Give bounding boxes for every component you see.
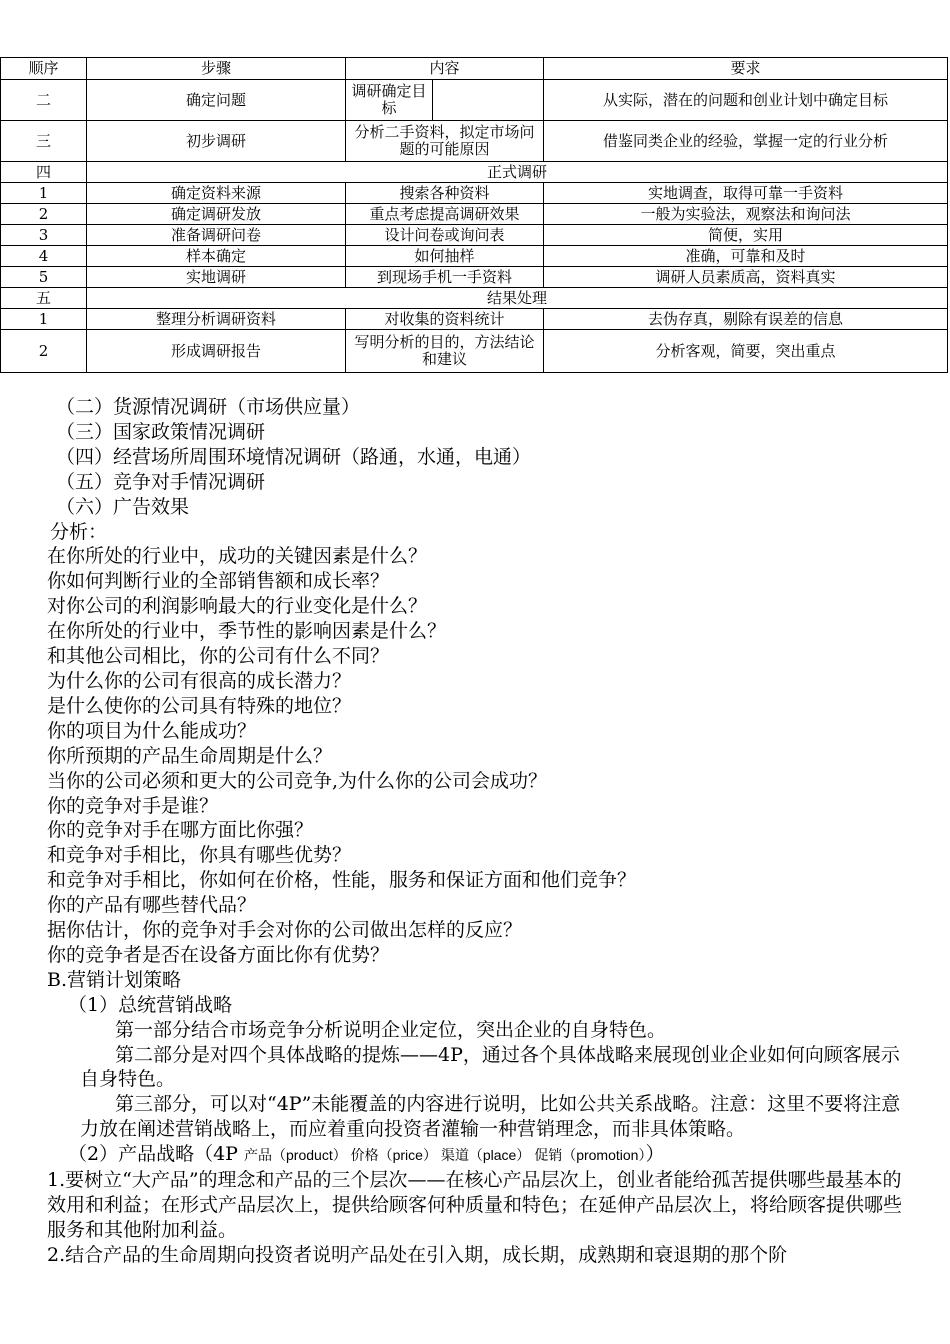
cell-content: 调研确定目标	[346, 80, 433, 120]
cell-content: 分析二手资料，拟定市场问题的可能原因	[346, 121, 544, 162]
paragraph-text: 第二部分是对四个具体战略的提炼——4P，通过各个具体战略来展现创业企业如何向顾客展示自身特色。	[80, 1043, 900, 1091]
body-text	[0, 395, 950, 1268]
cell-step: 确定调研发放	[87, 204, 346, 225]
question-item: 在你所处的行业中，成功的关键因素是什么？	[47, 545, 428, 568]
cell-seq: 二	[1, 80, 87, 121]
cell-step: 形成调研报告	[87, 330, 346, 373]
table-row	[1, 183, 948, 204]
list-item: （五）竞争对手情况调研	[56, 470, 266, 493]
paragraph	[0, 1092, 950, 1142]
table-section-row	[1, 162, 948, 183]
cell-seq: 三	[1, 121, 87, 162]
table-row	[1, 309, 948, 330]
cell-requirement: 实地调查，取得可靠一手资料	[544, 183, 948, 204]
subsection-title-detail: 产品（product） 价格（price） 渠道（place） 促销（promotion）	[244, 1147, 646, 1164]
cell-seq: 3	[1, 225, 87, 246]
header-step: 步骤	[87, 58, 346, 80]
cell-step: 准备调研问卷	[87, 225, 346, 246]
section-title: 正式调研	[87, 162, 948, 183]
cell-content: 如何抽样	[346, 246, 544, 267]
table-row	[1, 225, 948, 246]
list-item: （六）广告效果	[56, 495, 190, 518]
cell-seq: 1	[1, 183, 87, 204]
cell-requirement: 准确，可靠和及时	[544, 246, 948, 267]
list-item: （三）国家政策情况调研	[56, 420, 266, 443]
question-item: 你的产品有哪些替代品？	[47, 894, 257, 917]
cell-content: 写明分析的目的，方法结论和建议	[346, 330, 544, 373]
question-item: 当你的公司必须和更大的公司竞争,为什么你的公司会成功？	[47, 769, 548, 792]
cell-requirement: 借鉴同类企业的经验，掌握一定的行业分析	[544, 121, 948, 162]
cell-requirement: 去伪存真，剔除有误差的信息	[544, 309, 948, 330]
table-row	[1, 246, 948, 267]
question-item: 和其他公司相比，你的公司有什么不同？	[47, 645, 390, 668]
question-item: 你的竞争对手在哪方面比你强？	[47, 819, 314, 842]
cell-requirement: 从实际，潜在的问题和创业计划中确定目标	[544, 80, 948, 121]
cell-seq: 四	[1, 162, 87, 183]
list-item: （二）货源情况调研（市场供应量）	[56, 396, 361, 418]
cell-seq: 5	[1, 267, 87, 288]
cell-content-split	[346, 80, 544, 121]
subsection-heading	[0, 1142, 950, 1168]
paragraph-text: 第三部分，可以对“4P”未能覆盖的内容进行说明，比如公共关系战略。注意：这里不要将注意力放在阐述营销战略上，而应着重向投资者灌输一种营销理念，而非具体策略。	[80, 1093, 901, 1141]
cell-seq: 2	[1, 330, 87, 373]
header-content: 内容	[346, 58, 544, 80]
cell-requirement: 分析客观，简要，突出重点	[544, 330, 948, 373]
cell-step: 实地调研	[87, 267, 346, 288]
table-section-row	[1, 288, 948, 309]
question-item: 据你估计，你的竞争对手会对你的公司做出怎样的反应？	[47, 919, 523, 942]
header-seq: 顺序	[1, 58, 87, 80]
cell-step: 整理分析调研资料	[87, 309, 346, 330]
table-header-row	[1, 58, 948, 80]
question-item: 在你所处的行业中，季节性的影响因素是什么？	[47, 620, 447, 643]
question-item: 是什么使你的公司具有特殊的地位？	[47, 694, 352, 717]
cell-step: 初步调研	[87, 121, 346, 162]
table-row	[1, 204, 948, 225]
cell-step: 确定问题	[87, 80, 346, 121]
cell-step: 样本确定	[87, 246, 346, 267]
section-title: 结果处理	[87, 288, 948, 309]
subsection-heading: （1）总统营销战略	[68, 993, 233, 1016]
question-item: 和竞争对手相比，你如何在价格，性能，服务和保证方面和他们竞争？	[47, 869, 637, 892]
paragraph-text: 第一部分结合市场竞争分析说明企业定位，突出企业的自身特色。	[115, 1018, 667, 1041]
cell-seq: 2	[1, 204, 87, 225]
cell-seq: 1	[1, 309, 87, 330]
question-item: 你如何判断行业的全部销售额和成长率？	[47, 570, 390, 593]
question-item: 你的竞争者是否在设备方面比你有优势？	[47, 943, 390, 966]
header-requirement: 要求	[544, 58, 948, 80]
question-item: 你所预期的产品生命周期是什么？	[47, 744, 333, 767]
cell-step: 确定资料来源	[87, 183, 346, 204]
subsection-title-main: （2）产品战略（4P	[68, 1143, 238, 1166]
cell-content: 到现场手机一手资料	[346, 267, 544, 288]
cell-content: 设计问卷或询问表	[346, 225, 544, 246]
list-item: （四）经营场所周围环境情况调研（路通，水通，电通）	[56, 445, 532, 468]
paragraph: 1.要树立“大产品”的理念和产品的三个层次——在核心产品层次上，创业者能给孤苦提供哪些最基本的效用和利益；在形式产品层次上，提供给顾客何种质量和特色；在延伸产品层次上，将给顾客提供哪些服务和其他附加利益。	[47, 1169, 903, 1241]
table-row	[1, 80, 948, 121]
research-steps-table	[0, 57, 948, 373]
cell-requirement: 调研人员素质高，资料真实	[544, 267, 948, 288]
empty-subcell	[433, 80, 543, 120]
cell-requirement: 一般为实验法，观察法和询问法	[544, 204, 948, 225]
cell-content: 搜索各种资料	[346, 183, 544, 204]
question-item: 和竞争对手相比，你具有哪些优势？	[47, 844, 352, 867]
paragraph: 2.结合产品的生命周期向投资者说明产品处在引入期，成长期，成熟期和衰退期的那个阶	[47, 1243, 788, 1266]
table-row	[1, 267, 948, 288]
paragraph	[0, 1018, 950, 1043]
subsection-title-end: ）	[645, 1143, 665, 1166]
question-item: 为什么你的公司有很高的成长潜力？	[47, 669, 352, 692]
question-item: 你的项目为什么能成功？	[47, 719, 257, 742]
table-row	[1, 121, 948, 162]
table-row	[1, 330, 948, 373]
question-item: 对你公司的利润影响最大的行业变化是什么？	[47, 595, 428, 618]
analysis-label: 分析：	[50, 520, 108, 543]
cell-seq: 4	[1, 246, 87, 267]
section-heading: B.营销计划策略	[47, 968, 182, 991]
cell-content: 对收集的资料统计	[346, 309, 544, 330]
question-item: 你的竞争对手是谁？	[47, 794, 219, 817]
cell-content: 重点考虑提高调研效果	[346, 204, 544, 225]
cell-requirement: 简便，实用	[544, 225, 948, 246]
cell-seq: 五	[1, 288, 87, 309]
paragraph	[0, 1043, 950, 1093]
